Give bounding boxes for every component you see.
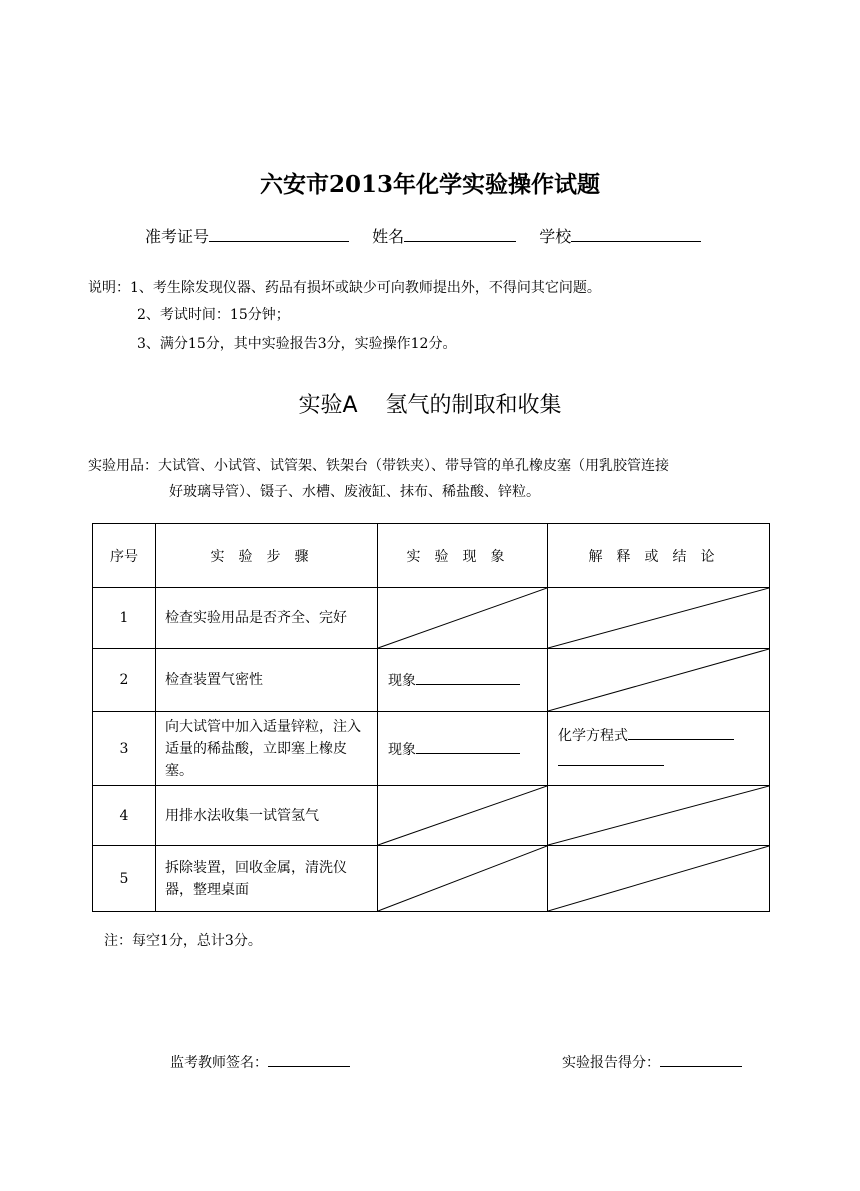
school-label: 学校 (539, 227, 572, 246)
header-no: 序号 (93, 524, 156, 588)
observation-answer-blank[interactable] (416, 739, 520, 754)
experiment-table (92, 523, 770, 912)
row-observation (378, 712, 548, 786)
report-score-label: 实验报告得分： (562, 1055, 660, 1071)
observation-label: 现象 (388, 673, 416, 689)
diagonal-slash (548, 786, 769, 845)
name-label: 姓名 (372, 227, 405, 246)
header-explanation: 解释或结论 (548, 524, 770, 588)
table-row (93, 649, 770, 712)
equation-answer-blank-1[interactable] (628, 725, 734, 740)
row-observation-crossed (378, 786, 548, 846)
table-header-row (93, 524, 770, 588)
ticket-number-field[interactable] (209, 227, 349, 242)
experiment-name: 氢气的制取和收集 (385, 393, 562, 418)
instruction-item-3: 3、满分15分，其中实验报告3分，实验操作12分。 (137, 336, 457, 352)
equation-label: 化学方程式 (558, 727, 628, 744)
row-step: 向大试管中加入适量锌粒，注入适量的稀盐酸，立即塞上橡皮塞。 (156, 712, 378, 786)
materials-label: 实验用品： (88, 458, 158, 474)
materials-section (88, 453, 669, 505)
row-explanation-crossed (548, 649, 770, 712)
materials-line-1: 大试管、小试管、试管架、铁架台（带铁夹）、带导管的单孔橡皮塞（用乳胶管连接 (158, 458, 669, 474)
row-step: 拆除装置，回收金属，清洗仪器，整理桌面 (156, 846, 378, 912)
table-footnote: 注：每空1分，总计3分。 (104, 933, 262, 949)
instruction-intro: 说明：1、考生除发现仪器、药品有损坏或缺少可向教师提出外，不得问其它问题。 (88, 280, 601, 296)
observation-label: 现象 (388, 741, 416, 758)
candidate-info-line (145, 224, 701, 247)
row-number: 5 (93, 846, 156, 912)
report-score-field[interactable] (660, 1054, 742, 1067)
diagonal-slash (548, 846, 769, 911)
diagonal-slash (548, 649, 769, 711)
table-row (93, 786, 770, 846)
header-observation: 实验现象 (378, 524, 548, 588)
equation-answer-blank-2[interactable] (558, 751, 664, 766)
proctor-signature-label: 监考教师签名： (170, 1055, 268, 1071)
report-score (562, 1052, 742, 1072)
table-row (93, 712, 770, 786)
row-number: 4 (93, 786, 156, 846)
row-observation-crossed (378, 588, 548, 649)
row-observation (378, 649, 548, 712)
proctor-signature (170, 1052, 350, 1072)
experiment-title (0, 388, 860, 419)
row-step: 用排水法收集一试管氢气 (156, 786, 378, 846)
row-explanation-crossed (548, 588, 770, 649)
diagonal-slash (378, 786, 547, 845)
header-step: 实验步骤 (156, 524, 378, 588)
name-field[interactable] (404, 227, 516, 242)
ticket-number-label: 准考证号 (145, 227, 210, 246)
row-explanation-crossed (548, 846, 770, 912)
experiment-code: 实验A (298, 393, 358, 418)
row-number: 1 (93, 588, 156, 649)
row-step: 检查装置气密性 (156, 649, 378, 712)
instruction-item-2: 2、考试时间：15分钟； (137, 307, 290, 323)
row-observation-crossed (378, 846, 548, 912)
diagonal-slash (548, 588, 769, 648)
page-title: 六安市2013年化学实验操作试题 (259, 171, 600, 198)
table-row (93, 846, 770, 912)
diagonal-slash (378, 846, 547, 911)
row-number: 2 (93, 649, 156, 712)
table-row (93, 588, 770, 649)
materials-line-2: 好玻璃导管）、镊子、水槽、废液缸、抹布、稀盐酸、锌粒。 (169, 484, 540, 500)
row-step: 检查实验用品是否齐全、完好 (156, 588, 378, 649)
diagonal-slash (378, 588, 547, 648)
row-number: 3 (93, 712, 156, 786)
row-explanation (548, 712, 770, 786)
observation-answer-blank[interactable] (416, 670, 520, 685)
row-explanation-crossed (548, 786, 770, 846)
school-field[interactable] (571, 227, 701, 242)
proctor-signature-field[interactable] (268, 1054, 350, 1067)
